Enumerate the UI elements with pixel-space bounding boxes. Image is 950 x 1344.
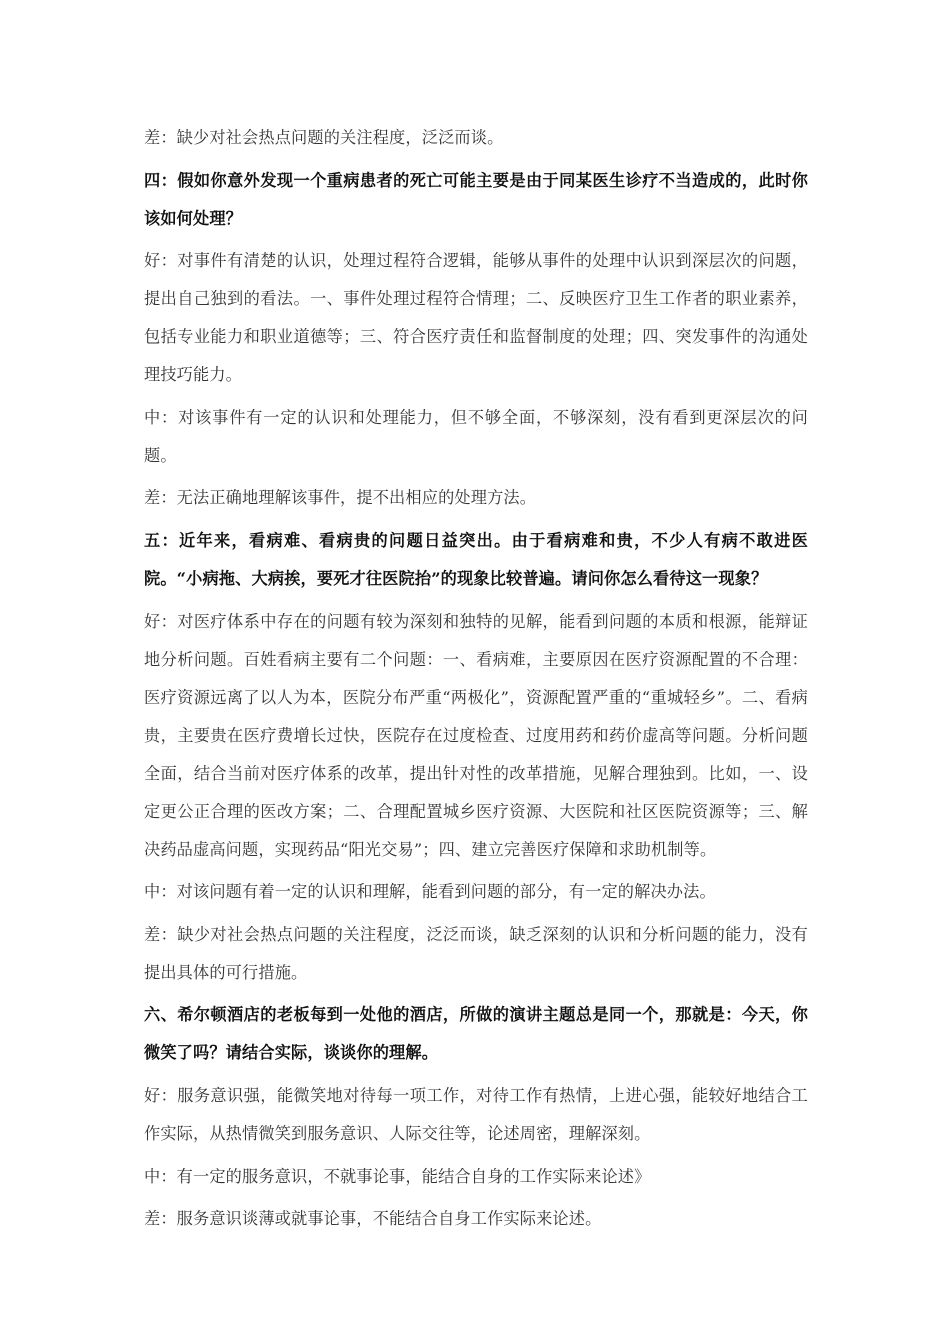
question-4: 四：假如你意外发现一个重病患者的死亡可能主要是由于同某医生诊疗不当造成的，此时你该如何处理？ xyxy=(144,170,808,228)
answer-medium-6: 中：有一定的服务意识，不就事论事，能结合自身的工作实际来论述》 xyxy=(144,1166,651,1186)
answer-good-4: 好：对事件有清楚的认识，处理过程符合逻辑，能够从事件的处理中认识到深层次的问题，提出自己独到的看法。一、事件处理过程符合情理；二、反映医疗卫生工作者的职业素养，包括专业能力和职业道德等；三、符合医疗责任和监督制度的处理；四、突发事件的沟通处理技巧能力。 xyxy=(144,251,808,385)
question-6: 六、希尔顿酒店的老板每到一处他的酒店，所做的演讲主题总是同一个，那就是：今天，你微笑了吗？请结合实际，谈谈你的理解。 xyxy=(144,1005,808,1063)
answer-medium-4: 中：对该事件有一定的认识和处理能力，但不够全面，不够深刻，没有看到更深层次的问题。 xyxy=(144,407,808,465)
answer-poor-4: 差：无法正确地理解该事件，提不出相应的处理方法。 xyxy=(144,488,537,508)
answer-poor-6: 差：服务意识谈薄或就事论事，不能结合自身工作实际来论述。 xyxy=(144,1209,602,1229)
answer-poor-3: 差：缺少对社会热点问题的关注程度，泛泛而谈。 xyxy=(144,128,504,147)
document-page xyxy=(144,119,808,1243)
answer-good-5: 好：对医疗体系中存在的问题有较为深刻和独特的见解，能看到问题的本质和根源，能辩证地分析问题。百姓看病主要有二个问题：一、看病难，主要原因在医疗资源配置的不合理：医疗资源远离了以人为本，医院分布严重“两极化”，资源配置严重的“重城轻乡”。二、看病贵，主要贵在医疗费增长过快，医院存在过度检查、过度用药和药价虚高等问题。分析问题全面，结合当前对医疗体系的改革，提出针对性的改革措施，见解合理独到。比如，一、设定更公正合理的医改方案；二、合理配置城乡医疗资源、大医院和社区医院资源等；三、解决药品虚高问题，实现药品“阳光交易”；四、建立完善医疗保障和求助机制等。 xyxy=(144,611,808,859)
question-5: 五：近年来，看病难、看病贵的问题日益突出。由于看病难和贵，不少人有病不敢进医院。“小病拖、大病挨，要死才往医院抬”的现象比较普遍。请问你怎么看待这一现象？ xyxy=(144,530,808,588)
answer-medium-5: 中：对该问题有着一定的认识和理解，能看到问题的部分，有一定的解决办法。 xyxy=(144,882,716,902)
answer-good-6: 好：服务意识强，能微笑地对待每一项工作，对待工作有热情，上进心强，能较好地结合工作实际，从热情微笑到服务意识、人际交往等，论述周密，理解深刻。 xyxy=(144,1085,808,1143)
answer-poor-5: 差：缺少对社会热点问题的关注程度，泛泛而谈，缺乏深刻的认识和分析问题的能力，没有提出具体的可行措施。 xyxy=(144,924,808,982)
